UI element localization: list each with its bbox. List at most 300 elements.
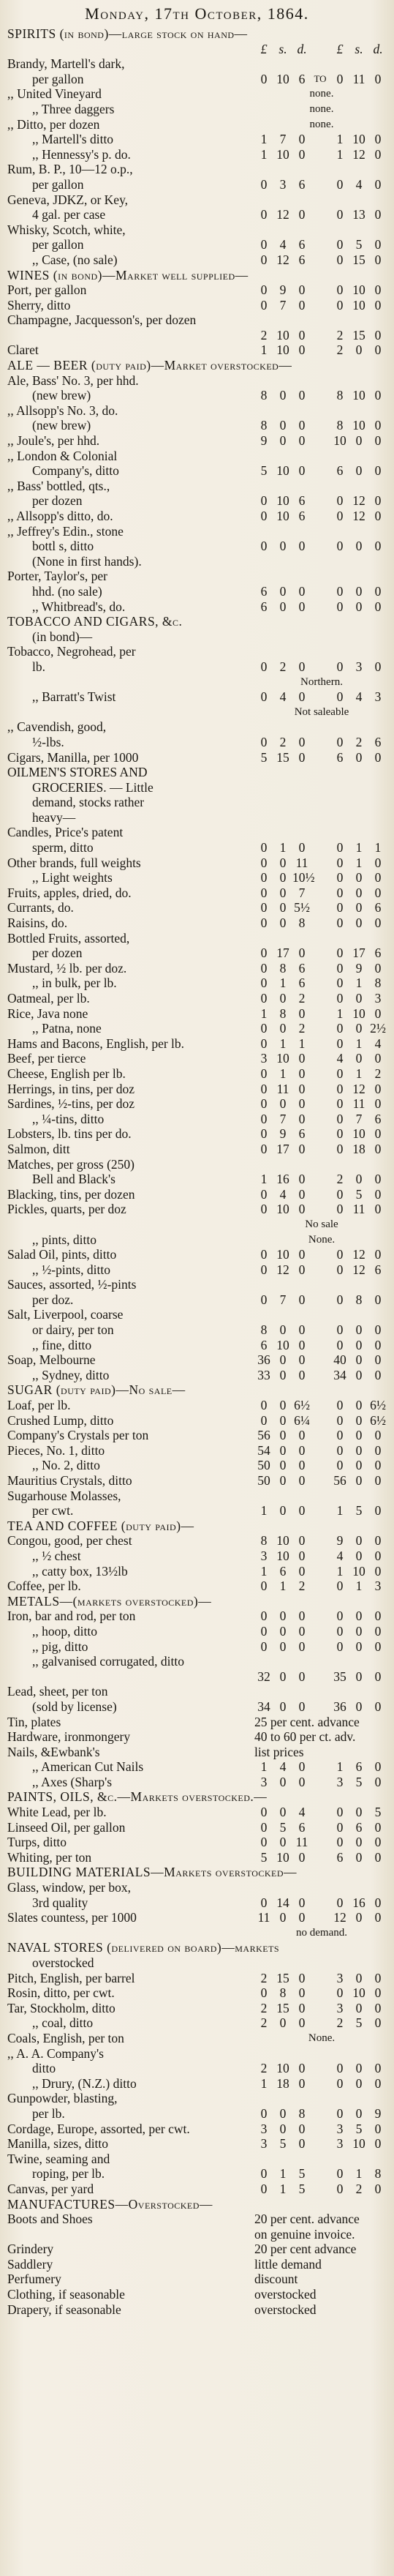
section-heading: [7, 1940, 389, 1955]
price-high-shillings: 1: [355, 976, 363, 991]
price-high-shillings: 0: [355, 749, 363, 765]
price-high-pounds: 0: [336, 689, 344, 705]
price-high-pounds: 0: [336, 71, 344, 86]
price-low-pounds: 6: [260, 1337, 268, 1352]
item-description: per gallon: [32, 237, 84, 252]
price-high-pence: 0: [374, 282, 382, 298]
price-high-pounds: 0: [336, 1126, 344, 1142]
price-high-pence: 0: [374, 388, 382, 403]
price-high-pence: 0: [374, 327, 382, 342]
price-high-pounds: 35: [333, 1669, 346, 1684]
price-low-pounds: 5: [260, 1849, 268, 1865]
price-row: [7, 1925, 389, 1941]
price-high-pence: 0: [374, 1126, 382, 1142]
price-high-pounds: 3: [336, 2000, 344, 2015]
price-high-pence: 0: [374, 1442, 382, 1458]
price-low-pence: 0: [298, 1322, 306, 1338]
price-row: [7, 373, 389, 389]
item-description: (None in first hands).: [32, 553, 142, 569]
price-low-pence: 6: [298, 252, 306, 267]
item-description: Iron, bar and rod, per ton: [7, 1609, 136, 1624]
price-high-shillings: 0: [355, 1473, 363, 1488]
price-high-pounds: 1: [336, 1503, 344, 1519]
price-high-pence: 1: [374, 840, 382, 855]
price-row: [7, 870, 389, 886]
price-high-shillings: 0: [355, 433, 363, 449]
price-row: [7, 1820, 389, 1835]
item-description: ,, ¼-tins, ditto: [32, 1111, 105, 1126]
price-high-pence: 0: [374, 1428, 382, 1443]
price-low-pounds: 0: [260, 960, 268, 976]
item-description: GROCERIES. — Little: [32, 779, 154, 795]
price-row: [7, 659, 389, 675]
price-low-shillings: 0: [279, 388, 287, 403]
item-description: 4 gal. per case: [32, 207, 106, 222]
price-high-pence: 0: [374, 1202, 382, 1217]
price-row: [7, 1775, 389, 1790]
price-low-pounds: 0: [260, 207, 268, 222]
price-high-pence: 4: [374, 1036, 382, 1051]
price-low-pounds: 0: [260, 2181, 268, 2196]
item-description: Tar, Stockholm, ditto: [7, 2000, 115, 2015]
item-description: per dozen: [32, 946, 83, 961]
price-high-pounds: 36: [333, 1699, 346, 1714]
price-low-pence: 1: [298, 1036, 306, 1051]
price-low-pounds: 0: [260, 2105, 268, 2121]
price-high-pence: 0: [374, 1352, 382, 1368]
price-low-pence: 0: [298, 1247, 306, 1262]
item-description: ,, galvanised corrugated, ditto: [32, 1654, 184, 1669]
price-high-pounds: 0: [336, 916, 344, 931]
price-low-pence: 0: [298, 1669, 306, 1684]
price-high-pounds: 10: [333, 433, 346, 449]
price-low-pounds: 0: [260, 1202, 268, 1217]
price-row: [7, 403, 389, 419]
price-row: [7, 765, 389, 780]
price-high-shillings: 1: [355, 1579, 363, 1594]
price-low-pounds: 50: [257, 1458, 270, 1473]
price-low-pounds: 1: [260, 1172, 268, 1187]
price-row: [7, 1971, 389, 1986]
price-low-pounds: 56: [257, 1428, 270, 1443]
price-low-pounds: 0: [260, 493, 268, 509]
section-heading: [7, 1519, 389, 1534]
price-row: [7, 1142, 389, 1157]
price-high-pounds: 0: [336, 1579, 344, 1594]
item-description: Sauces, assorted, ½-pints: [7, 1277, 137, 1292]
price-high-pence: 0: [374, 1006, 382, 1021]
price-low-pence: 0: [298, 433, 306, 449]
item-description: Pitch, English, per barrel: [7, 1970, 135, 1985]
price-high-pounds: 8: [336, 418, 344, 433]
item-description: ,, fine, ditto: [32, 1337, 92, 1352]
item-description: Rosin, ditto, per cwt.: [7, 1985, 115, 2001]
date-heading: Monday, 17th October, 1864.: [85, 4, 309, 23]
price-high-shillings: 10: [352, 1985, 365, 2001]
price-high-shillings: 0: [355, 1835, 363, 1850]
price-row: [7, 2212, 389, 2227]
price-low-shillings: 9: [279, 282, 287, 298]
price-row: [7, 599, 389, 615]
price-row: [7, 1473, 389, 1489]
price-remark: on genuine invoice.: [254, 2226, 355, 2242]
item-description: ,, hoop, ditto: [32, 1623, 97, 1639]
price-high-shillings: 10: [352, 297, 365, 312]
price-high-pounds: 1: [336, 1759, 344, 1775]
price-row: [7, 1850, 389, 1865]
item-description: METALS—(markets overstocked)—: [7, 1593, 212, 1609]
price-low-shillings: 0: [279, 1322, 287, 1338]
price-remark: little demand: [254, 2256, 322, 2272]
price-row: [7, 1126, 389, 1142]
price-high-pounds: 12: [333, 1910, 346, 1925]
price-high-pounds: 0: [336, 2105, 344, 2121]
price-low-shillings: 10: [276, 1849, 289, 1865]
price-low-pence: 0: [298, 1699, 306, 1714]
price-row: [7, 629, 389, 645]
price-low-pence: 0: [298, 599, 306, 614]
price-low-shillings: 0: [279, 1021, 287, 1036]
price-high-pounds: 0: [336, 207, 344, 222]
price-row: [7, 2166, 389, 2182]
price-high-pounds: 0: [336, 1609, 344, 1624]
price-high-shillings: 0: [355, 1367, 363, 1382]
price-high-shillings: 0: [355, 1021, 363, 1036]
price-low-pence: 6½: [294, 1398, 310, 1413]
price-low-shillings: 2: [279, 734, 287, 749]
price-high-pence: 0: [374, 1985, 382, 2001]
price-row: [7, 825, 389, 840]
price-row: [7, 1021, 389, 1036]
item-description: Cigars, Manilla, per 1000: [7, 749, 139, 765]
price-row: [7, 1910, 389, 1925]
price-low-pounds: 1: [260, 1006, 268, 1021]
section-heading: [7, 614, 389, 629]
price-row: [7, 1458, 389, 1473]
price-high-shillings: 0: [355, 539, 363, 554]
price-row: [7, 1368, 389, 1383]
item-description: Pickles, quarts, per doz: [7, 1202, 126, 1217]
price-high-pounds: 2: [336, 342, 344, 358]
price-low-shillings: 4: [279, 1186, 287, 1202]
price-row: [7, 1322, 389, 1338]
price-high-shillings: s.: [355, 41, 363, 56]
price-row: [7, 388, 389, 403]
price-low-shillings: 15: [276, 2000, 289, 2015]
item-description: Whiting, per ton: [7, 1849, 92, 1865]
price-low-shillings: 7: [279, 297, 287, 312]
price-remark: overstocked: [254, 2302, 317, 2317]
price-high-shillings: 0: [355, 2075, 363, 2091]
price-low-pence: 0: [298, 342, 306, 358]
item-description: ,, No. 2, ditto: [32, 1458, 100, 1473]
price-low-pounds: 1: [260, 132, 268, 147]
price-high-shillings: 1: [355, 2166, 363, 2182]
item-description: ,, Allsopp's ditto, do.: [7, 509, 113, 523]
item-description: (sold by license): [32, 1699, 117, 1714]
price-high-pence: 6: [374, 946, 382, 961]
price-row: [7, 1413, 389, 1429]
price-high-shillings: 12: [352, 493, 365, 509]
price-row: [7, 2031, 389, 2046]
price-low-pence: 6: [298, 176, 306, 192]
price-low-pounds: 9: [260, 433, 268, 449]
item-description: Coffee, per lb.: [7, 1579, 81, 1594]
price-low-pence: 0: [298, 1563, 306, 1579]
price-high-pence: 3: [374, 689, 382, 705]
price-high-pounds: 1: [336, 1563, 344, 1579]
price-low-pence: 0: [298, 1895, 306, 1910]
item-description: Turps, ditto: [7, 1835, 67, 1850]
item-description: Other brands, full weights: [7, 855, 141, 870]
market-note: None.: [308, 1233, 336, 1246]
price-high-pence: 2: [374, 1066, 382, 1081]
price-high-shillings: 2: [355, 734, 363, 749]
price-high-pence: 0: [374, 870, 382, 886]
item-description: Beef, per tierce: [7, 1051, 86, 1066]
price-low-pounds: 0: [260, 176, 268, 192]
price-high-pounds: 0: [336, 2075, 344, 2091]
price-high-shillings: 0: [355, 1412, 363, 1428]
price-high-shillings: 15: [352, 327, 365, 342]
price-high-pounds: 2: [336, 327, 344, 342]
price-low-shillings: 7: [279, 1292, 287, 1307]
price-low-pence: 0: [298, 1096, 306, 1112]
price-high-pounds: 0: [336, 659, 344, 674]
price-row: [7, 1428, 389, 1443]
price-low-shillings: 10: [276, 1548, 289, 1563]
item-description: ,, pig, ditto: [32, 1639, 88, 1654]
price-high-shillings: 16: [352, 1895, 365, 1910]
price-high-pounds: 4: [336, 1051, 344, 1066]
price-low-pence: 0: [298, 1202, 306, 1217]
item-description: Port, per gallon: [7, 282, 87, 298]
price-high-shillings: 0: [355, 1051, 363, 1066]
price-high-pounds: 0: [336, 1036, 344, 1051]
price-low-shillings: 1: [279, 976, 287, 991]
price-row: [7, 840, 389, 855]
price-low-pounds: 0: [260, 689, 268, 705]
price-low-shillings: 0: [279, 1503, 287, 1519]
price-row: [7, 147, 389, 162]
item-description: BUILDING MATERIALS—Markets overstocked—: [7, 1865, 298, 1880]
price-low-pence: 0: [298, 1141, 306, 1156]
price-high-shillings: 0: [355, 1458, 363, 1473]
price-low-shillings: 10: [276, 1051, 289, 1066]
price-high-pence: 0: [374, 1367, 382, 1382]
price-row: [7, 1006, 389, 1022]
item-description: ,, catty box, 13½lb: [32, 1563, 128, 1579]
price-low-pounds: 1: [260, 1759, 268, 1775]
price-low-pence: 4: [298, 1805, 306, 1820]
range-to: TO: [314, 72, 327, 84]
item-description: Company's Crystals per ton: [7, 1428, 149, 1443]
price-row: [7, 2152, 389, 2167]
price-low-shillings: 10: [276, 1337, 289, 1352]
price-low-pence: 0: [298, 2136, 306, 2152]
price-low-pence: 6: [298, 1126, 306, 1142]
price-low-shillings: 0: [279, 870, 287, 886]
price-low-shillings: 3: [279, 176, 287, 192]
price-low-pounds: 0: [260, 840, 268, 855]
price-row: [7, 1639, 389, 1655]
section-heading: [7, 1865, 389, 1880]
price-high-pounds: 0: [336, 1805, 344, 1820]
item-description: Drapery, if seasonable: [7, 2302, 121, 2317]
price-low-pence: 0: [298, 418, 306, 433]
price-high-pence: 6: [374, 900, 382, 916]
price-low-pounds: 0: [260, 1036, 268, 1051]
price-high-shillings: 0: [355, 1849, 363, 1865]
market-note: none.: [309, 118, 334, 130]
price-row: [7, 1338, 389, 1353]
price-row: [7, 1082, 389, 1097]
item-description: ,, A. A. Company's: [7, 2045, 104, 2061]
price-low-shillings: 1: [279, 1036, 287, 1051]
market-note: none.: [309, 88, 334, 100]
price-high-pence: 0: [374, 1247, 382, 1262]
price-high-pounds: 0: [336, 539, 344, 554]
item-description: ,, Barratt's Twist: [32, 689, 116, 705]
price-high-pence: 0: [374, 1609, 382, 1624]
section-heading: [7, 26, 389, 42]
price-row: [7, 449, 389, 464]
price-high-pence: 0: [374, 207, 382, 222]
price-high-pounds: £: [336, 41, 344, 56]
price-low-pounds: 0: [260, 900, 268, 916]
item-description: ,, in bulk, per lb.: [32, 976, 117, 991]
item-description: Rice, Java none: [7, 1006, 88, 1021]
price-high-pence: 0: [374, 463, 382, 479]
price-row: [7, 991, 389, 1006]
price-row: [7, 2091, 389, 2106]
price-low-shillings: 17: [276, 946, 289, 961]
price-low-pence: 0: [298, 282, 306, 298]
price-high-pence: 0: [374, 1473, 382, 1488]
price-low-pounds: 0: [260, 1186, 268, 1202]
item-description: TOBACCO AND CIGARS, &c.: [7, 614, 183, 629]
price-high-pence: 0: [374, 599, 382, 614]
price-high-shillings: 0: [355, 2061, 363, 2076]
price-row: [7, 1262, 389, 1278]
price-low-pence: 2: [298, 991, 306, 1006]
price-row: [7, 554, 389, 569]
price-row: [7, 539, 389, 554]
price-row: [7, 1157, 389, 1172]
item-description: demand, stocks rather: [32, 795, 145, 810]
price-low-pence: 0: [298, 146, 306, 162]
price-high-shillings: 5: [355, 2121, 363, 2136]
price-low-pounds: 1: [260, 1503, 268, 1519]
price-low-shillings: 8: [279, 1006, 287, 1021]
price-low-shillings: 0: [279, 433, 287, 449]
price-high-pounds: 0: [336, 1292, 344, 1307]
price-row: [7, 2182, 389, 2197]
price-low-shillings: 1: [279, 1066, 287, 1081]
price-row: [7, 1503, 389, 1519]
price-low-pounds: 6: [260, 599, 268, 614]
item-description: Salt, Liverpool, coarse: [7, 1307, 124, 1322]
price-high-shillings: 0: [355, 1910, 363, 1925]
item-description: Sugarhouse Molasses,: [7, 1488, 121, 1503]
price-high-shillings: 3: [355, 659, 363, 674]
item-description: Salmon, ditt: [7, 1141, 70, 1156]
price-low-pounds: 0: [260, 1805, 268, 1820]
price-row: [7, 1051, 389, 1066]
price-row: [7, 222, 389, 238]
item-description: Slates countess, per 1000: [7, 1910, 137, 1925]
price-high-pence: 0: [374, 418, 382, 433]
item-description: ½-lbs.: [32, 734, 64, 749]
price-low-pounds: 0: [260, 1623, 268, 1639]
price-row: [7, 1880, 389, 1895]
price-low-shillings: 10: [276, 327, 289, 342]
price-high-shillings: 0: [355, 1623, 363, 1639]
price-low-shillings: 0: [279, 1699, 287, 1714]
price-high-pence: 8: [374, 2166, 382, 2182]
price-high-pounds: 4: [336, 1548, 344, 1563]
price-low-pence: 0: [298, 1609, 306, 1624]
item-description: Company's, ditto: [32, 463, 119, 479]
price-high-shillings: 0: [355, 2000, 363, 2015]
price-row: [7, 1036, 389, 1052]
price-low-shillings: 4: [279, 237, 287, 252]
price-high-pounds: 3: [336, 2136, 344, 2152]
price-high-pence: 0: [374, 132, 382, 147]
price-low-shillings: 7: [279, 1111, 287, 1126]
price-low-shillings: 10: [276, 2061, 289, 2076]
price-high-pence: 0: [374, 1322, 382, 1338]
price-low-pence: 0: [298, 1639, 306, 1654]
item-description: Candles, Price's patent: [7, 825, 124, 840]
price-low-pounds: 0: [260, 1835, 268, 1850]
price-row: [7, 418, 389, 433]
price-low-pounds: 11: [257, 1910, 270, 1925]
price-row: [7, 207, 389, 222]
price-high-pence: 0: [374, 342, 382, 358]
price-low-shillings: 0: [279, 2015, 287, 2031]
section-heading: [7, 1594, 389, 1609]
price-row: [7, 177, 389, 192]
price-high-pence: 0: [374, 1970, 382, 1985]
price-row: [7, 1066, 389, 1082]
price-high-pounds: 1: [336, 132, 344, 147]
price-high-shillings: 10: [352, 2136, 365, 2152]
price-low-shillings: 8: [279, 1985, 287, 2001]
price-high-pounds: 0: [336, 176, 344, 192]
price-row: [7, 524, 389, 539]
item-description: Coals, English, per ton: [7, 2030, 124, 2045]
item-description: Cordage, Europe, assorted, per cwt.: [7, 2121, 190, 2136]
price-high-shillings: 5: [355, 2015, 363, 2031]
price-high-pence: 6½: [370, 1398, 386, 1413]
price-high-shillings: 0: [355, 991, 363, 1006]
price-row: [7, 1835, 389, 1850]
item-description: Whisky, Scotch, white,: [7, 222, 126, 237]
price-high-pence: 0: [374, 297, 382, 312]
price-low-shillings: 0: [279, 885, 287, 900]
item-description: ,, Martell's ditto: [32, 132, 114, 147]
price-high-pence: 0: [374, 960, 382, 976]
price-high-shillings: 0: [355, 1609, 363, 1624]
price-row: [7, 1352, 389, 1368]
price-low-pence: 5½: [294, 900, 310, 916]
price-high-pounds: 0: [336, 1202, 344, 1217]
item-description: Grindery: [7, 2242, 54, 2257]
price-low-pounds: 0: [260, 1111, 268, 1126]
price-low-pence: 0: [298, 1352, 306, 1368]
price-low-pence: 6: [298, 237, 306, 252]
